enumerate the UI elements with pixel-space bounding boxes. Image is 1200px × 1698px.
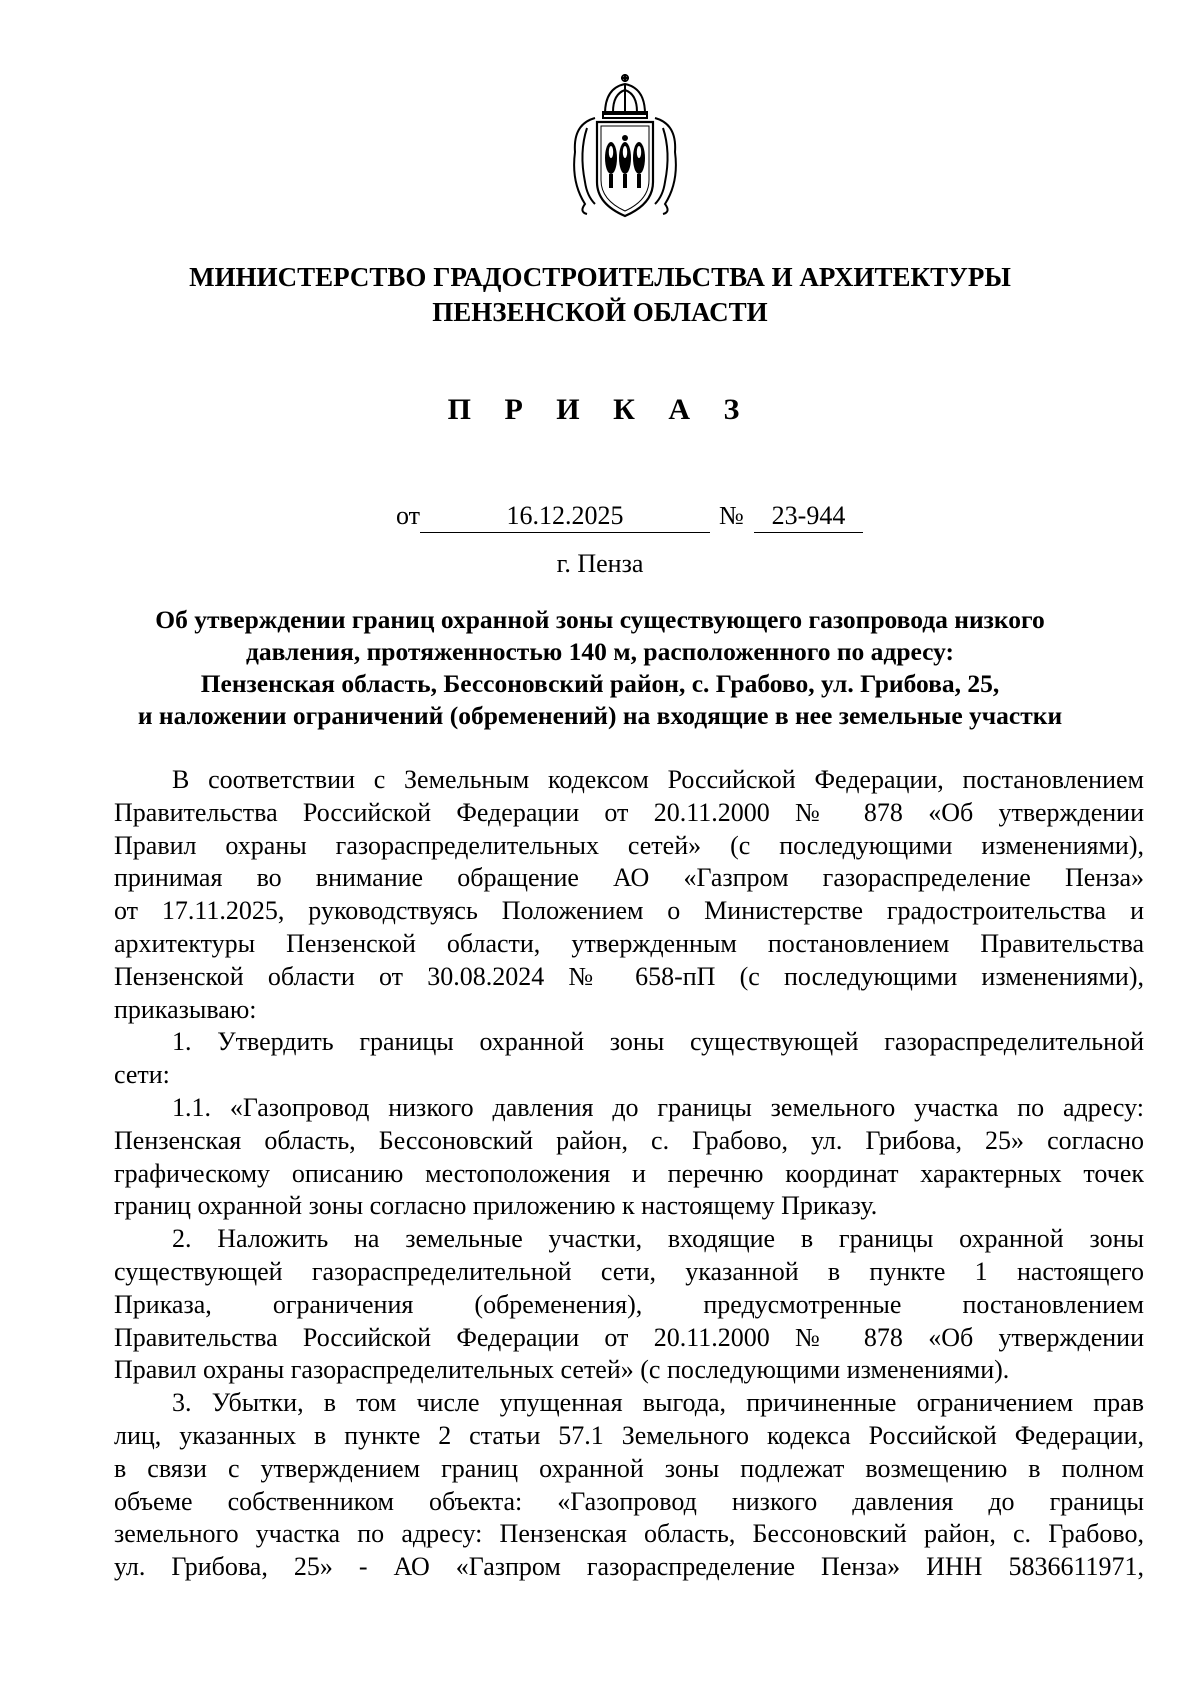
date-prefix: от bbox=[396, 501, 421, 530]
body-line: сети: bbox=[114, 1060, 170, 1090]
order-body bbox=[114, 764, 1144, 1584]
ministry-name-line-1: МИНИСТЕРСТВО ГРАДОСТРОИТЕЛЬСТВА И АРХИТЕКТУРЫ bbox=[189, 262, 1011, 292]
body-line: объеме собственником объекта: «Газопровод низкого давления до границы bbox=[114, 1486, 1144, 1516]
subject-line: давления, протяженностью 140 м, расположенного по адресу: bbox=[245, 637, 955, 666]
order-title: П Р И К А З bbox=[447, 393, 753, 426]
subject-line: Пензенская область, Бессоновский район, с. Грабово, ул. Грибова, 25, bbox=[200, 669, 1000, 698]
body-line: Пензенской области от 30.08.2024 № 658-пП (с последующими изменениями), bbox=[114, 961, 1144, 991]
body-line: от 17.11.2025, руководствуясь Положением о Министерстве градостроительства и bbox=[114, 896, 1144, 926]
order-subject bbox=[0, 604, 1200, 732]
order-number: 23-944 bbox=[754, 500, 863, 533]
number-sign: № bbox=[719, 501, 744, 530]
body-line: В соответствии с Земельным кодексом Российской Федерации, постановлением bbox=[172, 765, 1144, 794]
body-line: 1. Утвердить границы охранной зоны существующей газораспределительной bbox=[172, 1027, 1144, 1057]
ministry-name-line-2: ПЕНЗЕНСКОЙ ОБЛАСТИ bbox=[432, 297, 768, 327]
body-line: лиц, указанных в пункте 2 статьи 57.1 Земельного кодекса Российской Федерации, bbox=[114, 1420, 1144, 1450]
body-line: приказываю: bbox=[114, 994, 257, 1024]
body-line: Правительства Российской Федерации от 20.11.2000 № 878 «Об утверждении bbox=[114, 1322, 1144, 1352]
body-line: Правил охраны газораспределительных сетей» (с последующими изменениями). bbox=[114, 1355, 1010, 1385]
order-date: 16.12.2025 bbox=[420, 500, 710, 533]
body-line: графическому описанию местоположения и перечню координат характерных точек bbox=[114, 1158, 1144, 1188]
body-line: принимая во внимание обращение АО «Газпром газораспределение Пенза» bbox=[114, 863, 1144, 893]
subject-line: Об утверждении границ охранной зоны существующего газопровода низкого bbox=[155, 605, 1045, 634]
body-line: в связи с утверждением границ охранной зоны подлежат возмещению в полном bbox=[114, 1453, 1144, 1483]
body-line: ул. Грибова, 25» - АО «Газпром газораспределение Пенза» ИНН 5836611971, bbox=[114, 1552, 1144, 1582]
body-line: земельного участка по адресу: Пензенская область, Бессоновский район, с. Грабово, bbox=[114, 1519, 1144, 1549]
body-line: Пензенская область, Бессоновский район, с. Грабово, ул. Грибова, 25» согласно bbox=[114, 1125, 1144, 1155]
body-line: границ охранной зоны согласно приложению к настоящему Приказу. bbox=[114, 1191, 878, 1221]
body-line: Правил охраны газораспределительных сетей» (с последующими изменениями), bbox=[114, 830, 1144, 860]
body-line: 3. Убытки, в том числе упущенная выгода, причиненные ограничением прав bbox=[172, 1388, 1144, 1418]
subject-line: и наложении ограничений (обременений) на входящие в нее земельные участки bbox=[137, 701, 1063, 730]
coat-of-arms-emblem bbox=[565, 72, 685, 222]
body-line: архитектуры Пензенской области, утвержденным постановлением Правительства bbox=[114, 928, 1144, 958]
body-line: Приказа, ограничения (обременения), предусмотренные постановлением bbox=[114, 1289, 1144, 1319]
body-line: 2. Наложить на земельные участки, входящие в границы охранной зоны bbox=[172, 1224, 1144, 1254]
body-line: 1.1. «Газопровод низкого давления до границы земельного участка по адресу: bbox=[172, 1092, 1144, 1122]
body-line: Правительства Российской Федерации от 20.11.2000 № 878 «Об утверждении bbox=[114, 797, 1144, 827]
city: г. Пенза bbox=[556, 549, 644, 578]
body-line: существующей газораспределительной сети, указанной в пункте 1 настоящего bbox=[114, 1256, 1144, 1286]
